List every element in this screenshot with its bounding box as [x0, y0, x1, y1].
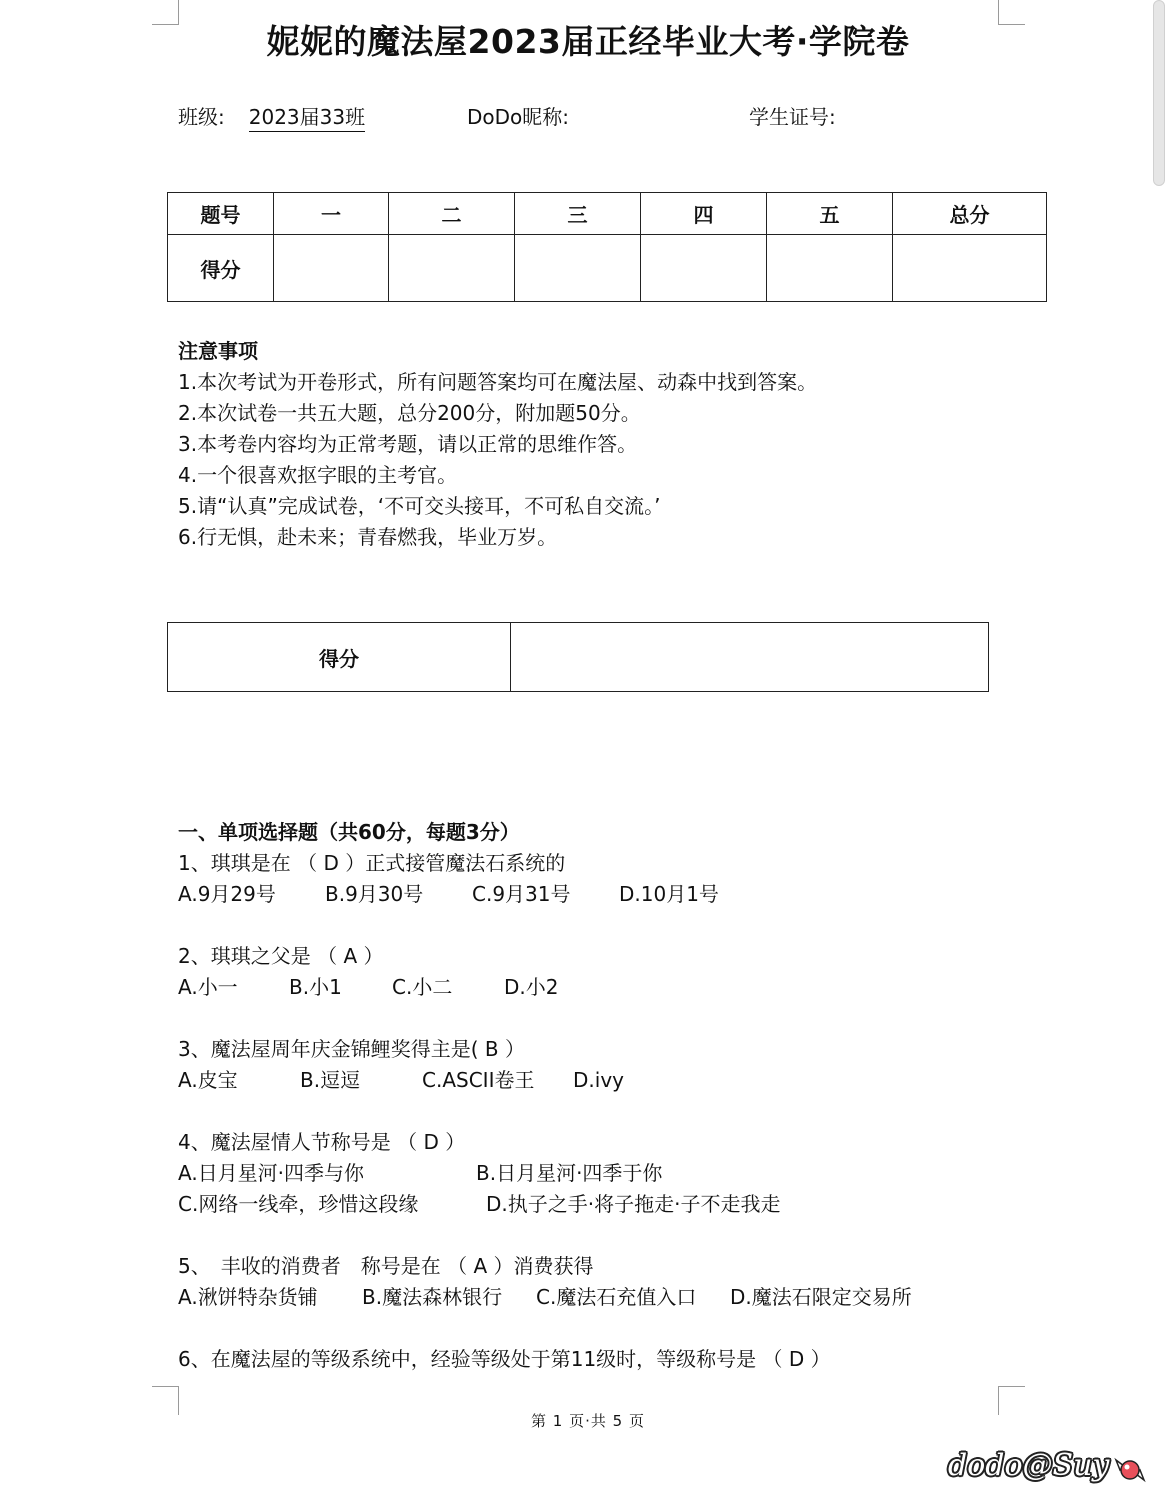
question-options: [178, 972, 1078, 1003]
section-title: 一、单项选择题（共60分，每题3分）: [178, 820, 520, 844]
option: D.小2: [504, 975, 559, 999]
score-header-cell: 总分: [893, 193, 1047, 235]
option: A.小一: [178, 975, 238, 999]
page-footer: 第 1 页·共 5 页: [531, 1412, 645, 1430]
option: D.10月1号: [619, 882, 719, 906]
section-score-box: [167, 622, 989, 692]
note-item: 5.请“认真”完成试卷，‘不可交头接耳，不可私自交流。’: [178, 494, 661, 518]
score-header-cell: 题号: [168, 193, 274, 235]
score-cell: [389, 235, 515, 302]
note-item: 3.本考卷内容均为正常考题，请以正常的思维作答。: [178, 432, 638, 456]
note-item: 4.一个很喜欢抠字眼的主考官。: [178, 463, 458, 487]
score-table-score-row: [168, 235, 1047, 302]
option: B.逗逗: [300, 1068, 361, 1092]
score-header-cell: 二: [389, 193, 515, 235]
watermark-text: dodo@Suy: [948, 1448, 1110, 1483]
question-stem: 3、魔法屋周年庆金锦鲤奖得主是( B ）: [178, 1037, 525, 1061]
option: B.魔法森林银行: [362, 1285, 503, 1309]
option: C.小二: [392, 975, 453, 999]
note-item: 1.本次考试为开卷形式，所有问题答案均可在魔法屋、动森中找到答案。: [178, 370, 818, 394]
score-cell: [893, 235, 1047, 302]
score-cell: [641, 235, 767, 302]
question-options: [178, 879, 1078, 910]
score-row-label: 得分: [168, 235, 274, 302]
notes-block: [178, 336, 817, 553]
option: C.网络一线牵，珍惜这段缘: [178, 1192, 419, 1216]
section-score-cell: [511, 623, 989, 692]
note-item: 6.行无惧，赴未来；青春燃我，毕业万岁。: [178, 525, 558, 549]
class-info: [178, 101, 365, 132]
option: B.日月星河·四季于你: [476, 1161, 663, 1185]
note-item: 2.本次试卷一共五大题，总分200分，附加题50分。: [178, 401, 641, 425]
question-stem: 6、在魔法屋的等级系统中，经验等级处于第11级时，等级称号是 （ D ）: [178, 1347, 831, 1371]
option: B.小1: [289, 975, 342, 999]
candy-icon: [1112, 1452, 1148, 1488]
option: A.日月星河·四季与你: [178, 1161, 365, 1185]
score-header-cell: 一: [274, 193, 389, 235]
question-stem: 1、琪琪是在 （ D ）正式接管魔法石系统的: [178, 851, 566, 875]
score-header-cell: 四: [641, 193, 767, 235]
score-cell: [274, 235, 389, 302]
option: D.魔法石限定交易所: [730, 1285, 912, 1309]
option: C.ASCII卷王: [422, 1068, 535, 1092]
option: A.9月29号: [178, 882, 276, 906]
class-value: 2023届33班: [249, 101, 365, 132]
question-stem: 2、琪琪之父是 （ A ）: [178, 944, 384, 968]
option: C.魔法石充值入口: [536, 1285, 697, 1309]
option: D.ivy: [573, 1068, 624, 1092]
option: C.9月31号: [472, 882, 571, 906]
score-table-header-row: [168, 193, 1047, 235]
question-stem: 5、 丰收的消费者 称号是在 （ A ）消费获得: [178, 1254, 594, 1278]
class-label: 班级:: [178, 105, 225, 129]
section-one: [178, 817, 1078, 1375]
score-cell: [767, 235, 893, 302]
notes-heading: 注意事项: [178, 339, 258, 363]
section-score-label: 得分: [168, 623, 511, 692]
question-options: [178, 1065, 1078, 1096]
option: A.湫饼特杂货铺: [178, 1285, 318, 1309]
option: D.执子之手·将子拖走·子不走我走: [486, 1192, 781, 1216]
question-options: [178, 1189, 1078, 1220]
score-cell: [515, 235, 641, 302]
option: A.皮宝: [178, 1068, 238, 1092]
score-header-cell: 五: [767, 193, 893, 235]
nickname-label: DoDo昵称:: [467, 105, 570, 129]
student-id-label: 学生证号:: [749, 105, 836, 129]
exam-title: 妮妮的魔法屋2023届正经毕业大考·学院卷: [266, 22, 910, 61]
score-table: [167, 192, 1047, 302]
question-options: [178, 1282, 1078, 1313]
question-options: [178, 1158, 1078, 1189]
option: B.9月30号: [325, 882, 424, 906]
score-header-cell: 三: [515, 193, 641, 235]
question-stem: 4、魔法屋情人节称号是 （ D ）: [178, 1130, 466, 1154]
